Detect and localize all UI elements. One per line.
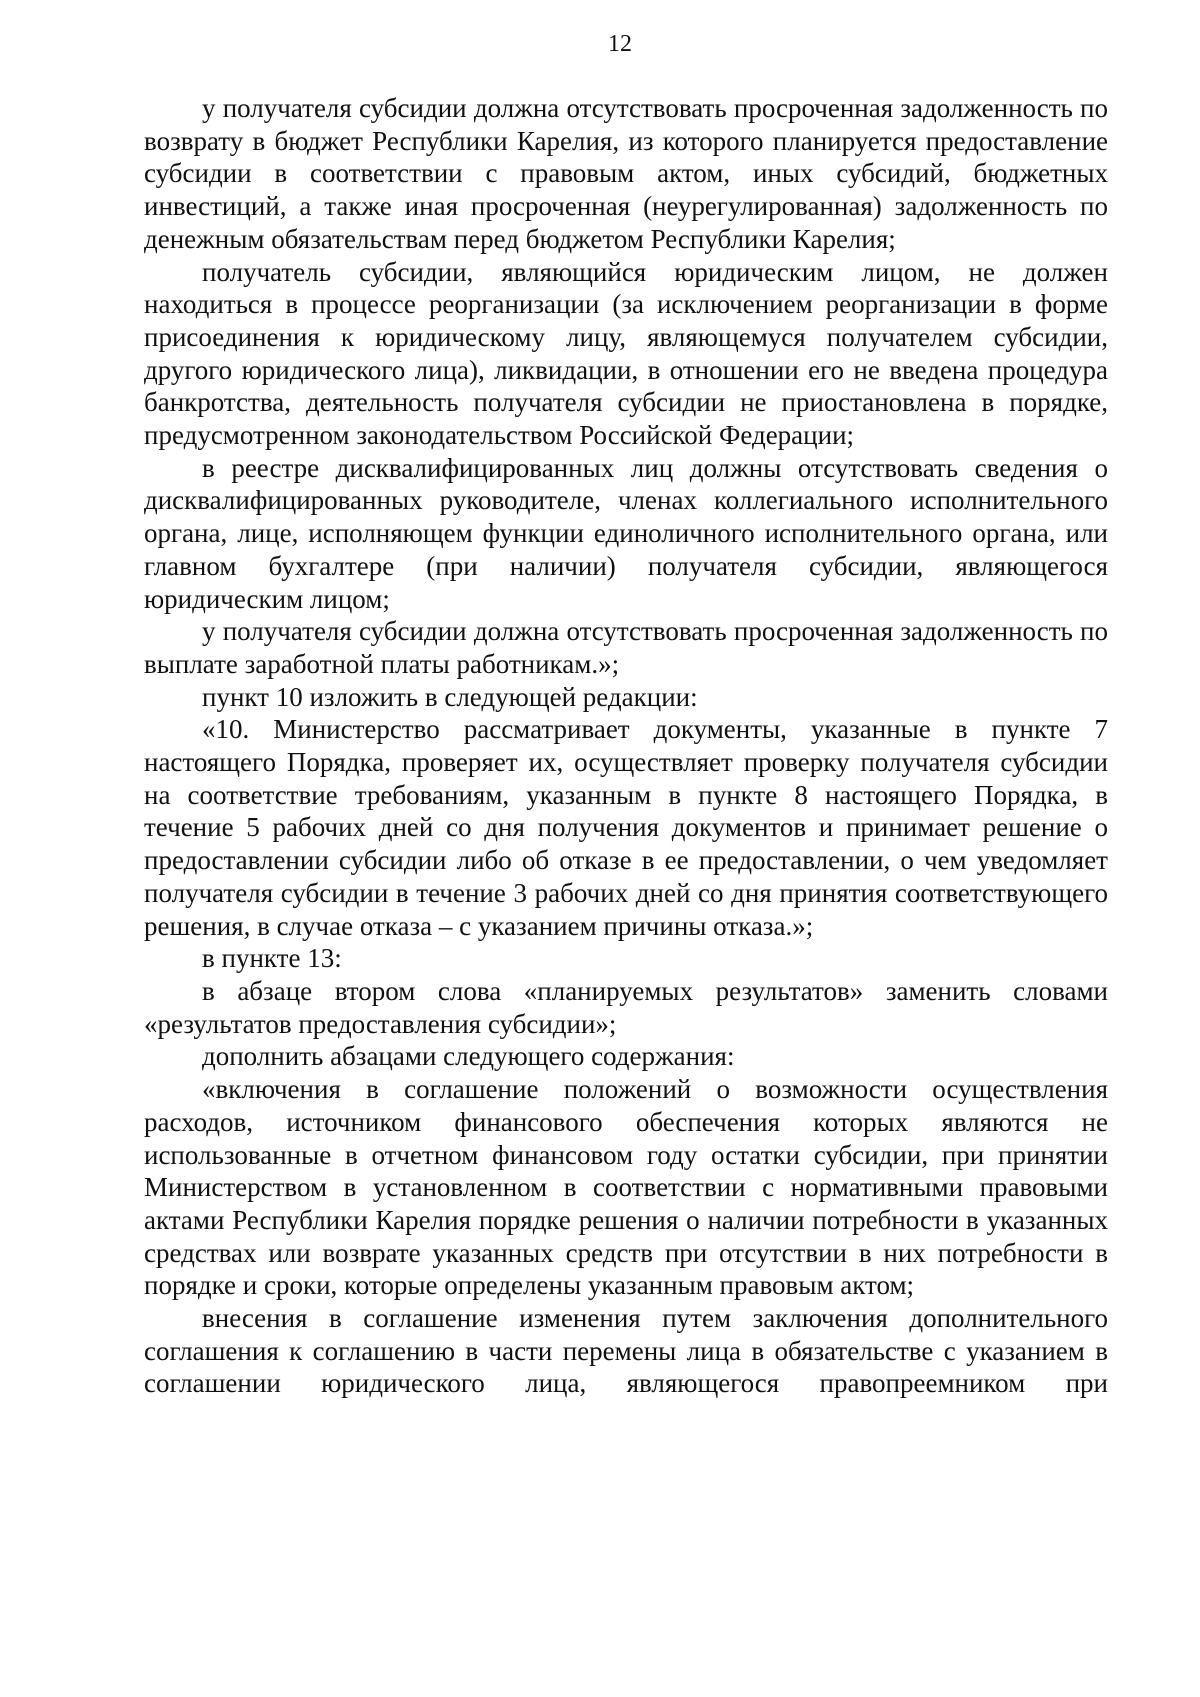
paragraph-6: «10. Министерство рассматривает документы, указанные в пункте 7 настоящего Порядка, проверяет их, осуществляет проверку получателя субсидии на соответствие требованиям, указанным в пункте 8 настоящего Порядка, в течение 5 рабочих дней со дня получения документов и принимает решение о предоставлении субсидии либо об отказе в ее предоставлении, о чем уведомляет получателя субсидии в течение 3 рабочих дней со дня принятия соответствующего решения, в случае отказа – с указанием причины отказа.»; xyxy=(144,714,1108,941)
paragraph-7: в пункте 13: xyxy=(202,943,342,974)
paragraph-9: дополнить абзацами следующего содержания: xyxy=(202,1041,735,1072)
page-number: 12 xyxy=(608,31,632,57)
paragraph-2: получатель субсидии, являющийся юридическим лицом, не должен находиться в процессе реорганизации (за исключением реорганизации в форме присоединения к юридическому лицу, являющемуся получателем субсидии, другого юридического лица), ликвидации, в отношении его не введена процедура банкротства, деятельность получателя субсидии не приостановлена в порядке, предусмотренном законодательством Российской Федерации; xyxy=(144,256,1108,451)
paragraph-4: у получателя субсидии должна отсутствовать просроченная задолженность по выплате заработной платы работникам.»; xyxy=(144,616,1108,679)
paragraph-11: внесения в соглашение изменения путем заключения дополнительного соглашения к соглашению в части перемены лица в обязательстве с указанием в соглашении юридического лица, являющегося правопреемником при xyxy=(144,1303,1108,1399)
paragraph-5: пункт 10 изложить в следующей редакции: xyxy=(202,681,698,712)
document-body xyxy=(144,92,1108,1400)
paragraph-1: у получателя субсидии должна отсутствовать просроченная задолженность по возврату в бюджет Республики Карелия, из которого планируется предоставление субсидии в соответствии с правовым актом, иных субсидий, бюджетных инвестиций, а также иная просроченная (неурегулированная) задолженность по денежным обязательствам перед бюджетом Республики Карелия; xyxy=(144,93,1108,254)
paragraph-8: в абзаце втором слова «планируемых результатов» заменить словами «результатов предоставления субсидии»; xyxy=(144,975,1108,1039)
paragraph-10: «включения в соглашение положений о возможности осуществления расходов, источником финансового обеспечения которых являются не использованные в отчетном финансовом году остатки субсидии, при принятии Министерством в установленном в соответствии с нормативными правовыми актами Республики Карелия порядке решения о наличии потребности в указанных средствах или возврате указанных средств при отсутствии в них потребности в порядке и сроки, которые определены указанным правовым актом; xyxy=(144,1074,1108,1301)
paragraph-3: в реестре дисквалифицированных лиц должны отсутствовать сведения о дисквалифицированных руководителе, членах коллегиального исполнительного органа, лице, исполняющем функции единоличного исполнительного органа, или главном бухгалтере (при наличии) получателя субсидии, являющегося юридическим лицом; xyxy=(144,452,1108,614)
